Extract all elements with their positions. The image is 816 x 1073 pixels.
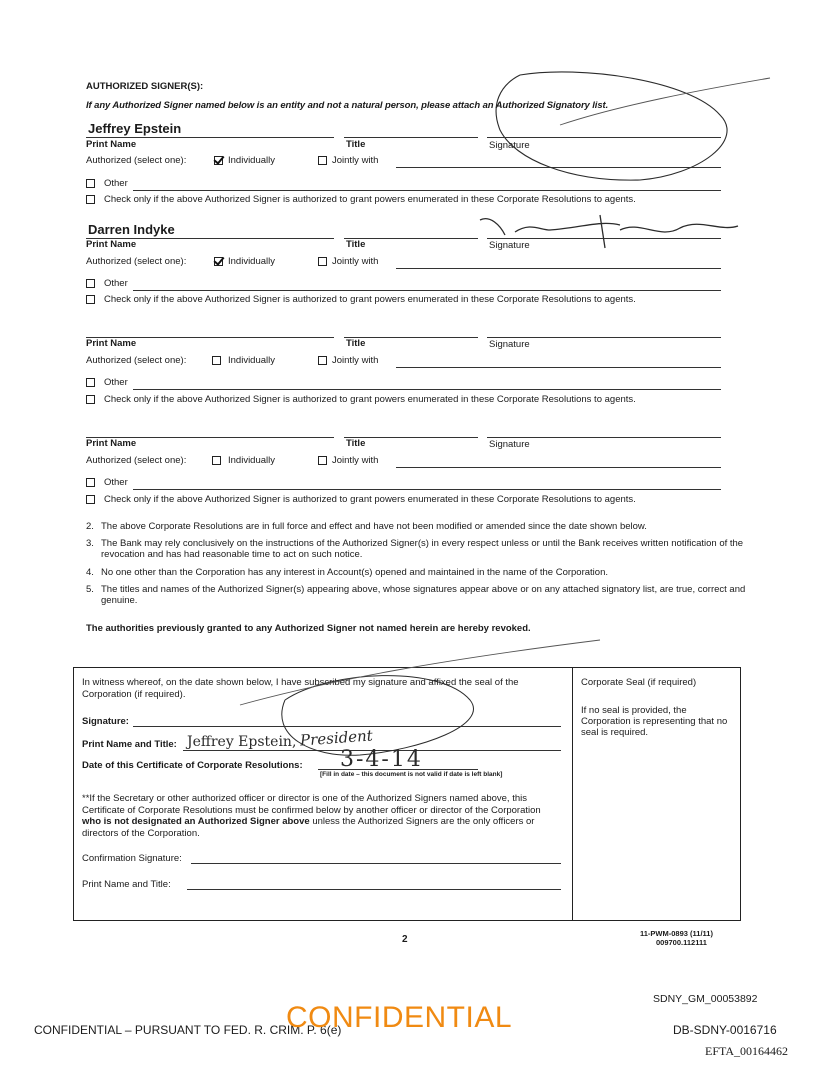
agent-powers-text: Check only if the above Authorized Signer is authorized to grant powers enumerated in these Corporate Resolutions to agents. — [104, 294, 636, 305]
authorized-label: Authorized (select one): — [86, 455, 187, 466]
signature-label: Signature — [489, 439, 530, 450]
print-name-label: Print Name — [86, 139, 137, 150]
item-number: 4. — [86, 567, 94, 578]
other-label: Other — [104, 477, 128, 488]
date-label: Date of this Certificate of Corporate Resolutions: — [82, 760, 303, 771]
form-code: 009700.112111 — [656, 938, 707, 947]
revoked-statement: The authorities previously granted to any Authorized Signer not named herein are hereby revoked. — [86, 623, 531, 634]
jointly-label: Jointly with — [332, 355, 379, 366]
item-text: The Bank may rely conclusively on the instructions of the Authorized Signer(s) in every respect unless or until the Bank receives written notification of the revocation and has had reasonable time to act on such notice. — [101, 538, 744, 560]
individually-label: Individually — [228, 355, 275, 366]
other-label: Other — [104, 178, 128, 189]
form-number: 11-PWM-0893 (11/11) — [640, 929, 713, 938]
confirmation-label: Confirmation Signature: — [82, 853, 182, 864]
signature-label: Signature: — [82, 716, 129, 727]
print-name-label: Print Name — [86, 239, 137, 250]
other-label: Other — [104, 377, 128, 388]
signer-name: Darren Indyke — [88, 222, 175, 237]
item-number: 2. — [86, 521, 94, 532]
jointly-label: Jointly with — [332, 455, 379, 466]
date-value: 3-4-14 — [340, 747, 423, 772]
title-label: Title — [346, 338, 366, 349]
individually-label: Individually — [228, 256, 275, 267]
item-number: 3. — [86, 538, 94, 549]
title-label: Title — [346, 239, 366, 250]
confidential-notice: CONFIDENTIAL – PURSUANT TO FED. R. CRIM. P. 6(e) — [34, 1023, 342, 1037]
individually-label: Individually — [228, 455, 275, 466]
seal-title: Corporate Seal (if required) — [581, 677, 697, 688]
signature-label: Signature — [489, 339, 530, 350]
signature-label: Signature — [489, 140, 530, 151]
witness-text: In witness whereof, on the date shown below, I have subscribed my signature and affixed the seal of the Corporation (if required). — [82, 677, 519, 700]
item-number: 5. — [86, 584, 94, 595]
print-name-title-label-2: Print Name and Title: — [82, 879, 171, 890]
agent-powers-text: Check only if the above Authorized Signer is authorized to grant powers enumerated in these Corporate Resolutions to agents. — [104, 494, 636, 505]
seal-note: If no seal is provided, the Corporation is representing that no seal is required. — [581, 705, 728, 738]
handwritten-title: President — [299, 726, 374, 750]
signer-name: Jeffrey Epstein — [88, 121, 182, 136]
print-name-label: Print Name — [86, 438, 137, 449]
print-name-title-label: Print Name and Title: — [82, 739, 177, 750]
jointly-label: Jointly with — [332, 155, 379, 166]
signature-label: Signature — [489, 240, 530, 251]
print-name-label: Print Name — [86, 338, 137, 349]
secretary-note: **If the Secretary or other authorized officer or director is one of the Authorized Signers named above, this Certificate of Corporate Resolutions must be confirmed below by another officer or director of the Corporation who is not designated an Authorized Signer above unless the Authorized Signers are the only officers or directors of the Corporation. — [82, 793, 541, 839]
confidential-stamp: CONFIDENTIAL — [286, 1001, 513, 1034]
individually-label: Individually — [228, 155, 275, 166]
page-number: 2 — [402, 934, 408, 945]
other-label: Other — [104, 278, 128, 289]
section-title: AUTHORIZED SIGNER(S): — [86, 81, 204, 92]
authorized-label: Authorized (select one): — [86, 155, 187, 166]
date-note: [Fill in date – this document is not valid if date is left blank] — [320, 771, 503, 778]
authorized-label: Authorized (select one): — [86, 355, 187, 366]
item-text: The titles and names of the Authorized Signer(s) appearing above, whose signatures appear above or on any attached signatory list, are true, correct and genuine. — [101, 584, 746, 606]
authorized-label: Authorized (select one): — [86, 256, 187, 267]
jointly-label: Jointly with — [332, 256, 379, 267]
item-text: The above Corporate Resolutions are in full force and effect and have not been modified or amended since the date shown below. — [101, 521, 647, 532]
item-text: No one other than the Corporation has any interest in Account(s) opened and maintained in the name of the Corporation. — [101, 567, 608, 578]
bates-db: DB-SDNY-0016716 — [673, 1023, 777, 1037]
agent-powers-text: Check only if the above Authorized Signer is authorized to grant powers enumerated in these Corporate Resolutions to agents. — [104, 394, 636, 405]
efta-number: EFTA_00164462 — [705, 1044, 789, 1058]
title-label: Title — [346, 139, 366, 150]
agent-powers-text: Check only if the above Authorized Signer is authorized to grant powers enumerated in these Corporate Resolutions to agents. — [104, 194, 636, 205]
title-label: Title — [346, 438, 366, 449]
bates-gm: SDNY_GM_00053892 — [653, 993, 758, 1005]
entity-note: If any Authorized Signer named below is an entity and not a natural person, please attach an Authorized Signatory list. — [86, 100, 609, 111]
print-name-title-value: Jeffrey Epstein, — [187, 734, 297, 750]
